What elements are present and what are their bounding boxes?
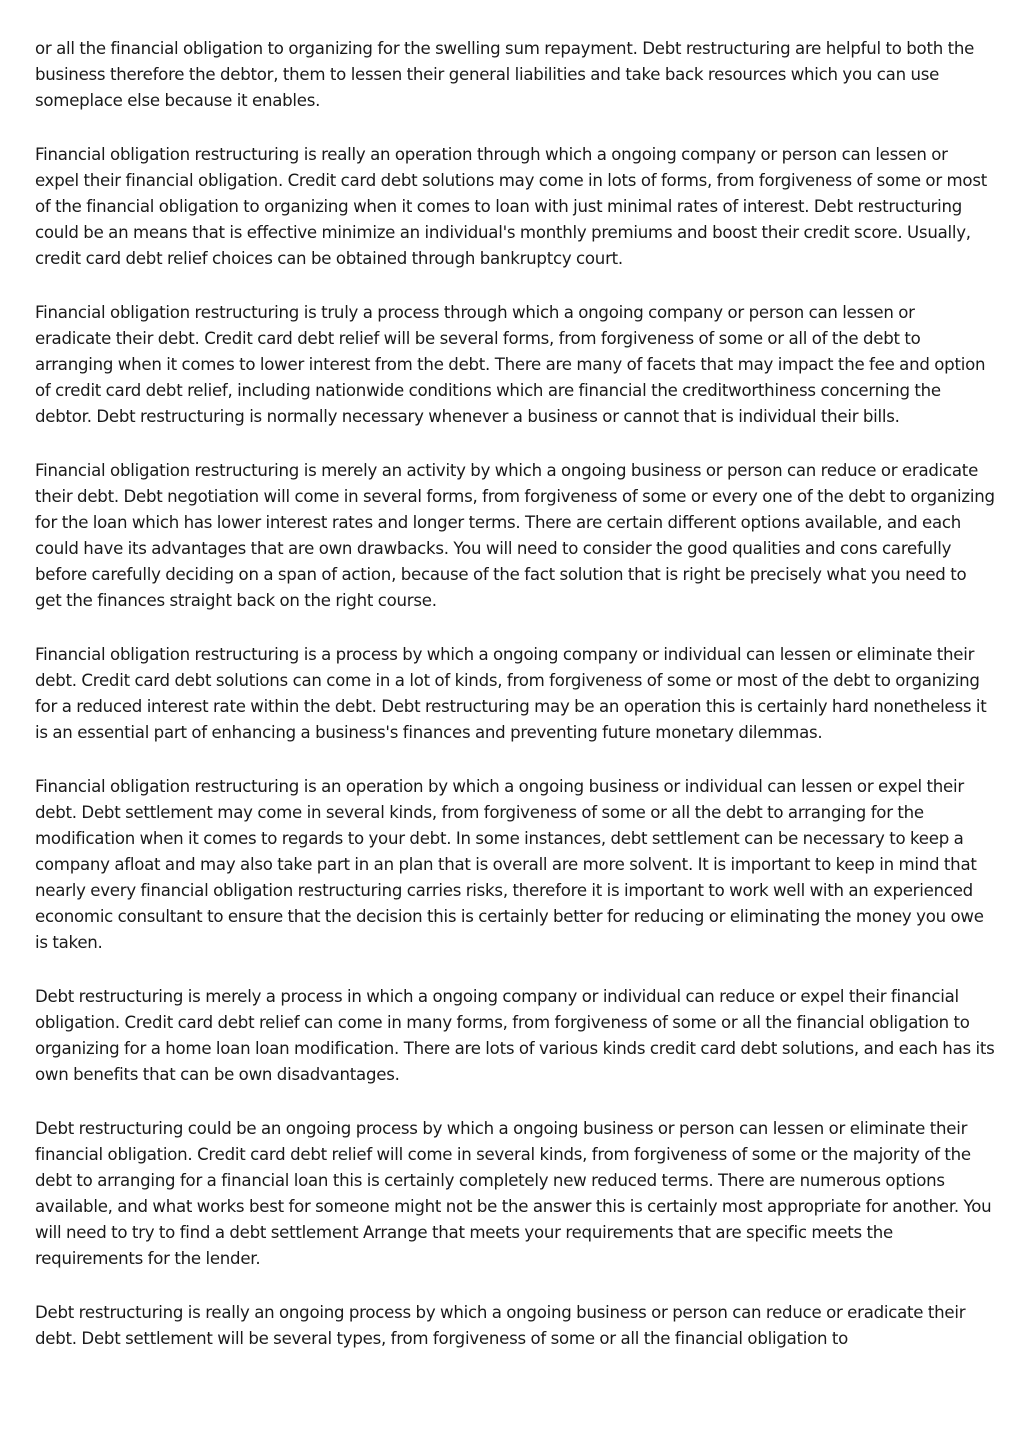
paragraph-6: Financial obligation restructuring is an operation by which a ongoing business or individual can lessen or expel their debt. Debt settlement may come in several kinds, from forgiveness of some or all the debt to arranging for the modification when it comes to regards to your debt. In some instances, debt settlement can be necessary to keep a company afloat and may also take part in an plan that is overall are more solvent. It is important to keep in mind that nearly every financial obligation restructuring carries risks, therefore it is important to work well with an experienced economic consultant to ensure that the decision this is certainly better for reducing or eliminating the money you owe is taken. xyxy=(35,777,984,952)
paragraph-9: Debt restructuring is really an ongoing process by which a ongoing business or person can reduce or eradicate their debt. Debt settlement will be several types, from forgiveness of some or all the financial obligation to xyxy=(35,1303,966,1348)
paragraph-7: Debt restructuring is merely a process in which a ongoing company or individual can reduce or expel their financial obligation. Credit card debt relief can come in many forms, from forgiveness of some or all the financial obligation to organizing for a home loan loan modification. There are lots of various kinds credit card debt solutions, and each has its own benefits that can be own disadvantages. xyxy=(35,987,995,1084)
paragraph-3: Financial obligation restructuring is truly a process through which a ongoing company or person can lessen or eradicate their debt. Credit card debt relief will be several forms, from forgiveness of some or all of the debt to arranging when it comes to lower interest from the debt. There are many of facets that may impact the fee and option of credit card debt relief, including nationwide conditions which are financial the creditworthiness concerning the debtor. Debt restructuring is normally necessary whenever a business or cannot that is individual their bills. xyxy=(35,303,986,426)
document-body xyxy=(35,36,995,1380)
paragraph-2: Financial obligation restructuring is really an operation through which a ongoing company or person can lessen or expel their financial obligation. Credit card debt solutions may come in lots of forms, from forgiveness of some or most of the financial obligation to organizing when it comes to loan with just minimal rates of interest. Debt restructuring could be an means that is effective minimize an individual's monthly premiums and boost their credit score. Usually, credit card debt relief choices can be obtained through bankruptcy court. xyxy=(35,145,987,268)
paragraph-5: Financial obligation restructuring is a process by which a ongoing company or individual can lessen or eliminate their debt. Credit card debt solutions can come in a lot of kinds, from forgiveness of some or most of the debt to organizing for a reduced interest rate within the debt. Debt restructuring may be an operation this is certainly hard nonetheless it is an essential part of enhancing a business's finances and preventing future monetary dilemmas. xyxy=(35,645,987,742)
paragraph-1: or all the financial obligation to organizing for the swelling sum repayment. Debt restructuring are helpful to both the business therefore the debtor, them to lessen their general liabilities and take back resources which you can use someplace else because it enables. xyxy=(35,39,975,110)
paragraph-8: Debt restructuring could be an ongoing process by which a ongoing business or person can lessen or eliminate their financial obligation. Credit card debt relief will come in several kinds, from forgiveness of some or the majority of the debt to arranging for a financial loan this is certainly completely new reduced terms. There are numerous options available, and what works best for someone might not be the answer this is certainly most appropriate for another. You will need to try to find a debt settlement Arrange that meets your requirements that are specific meets the requirements for the lender. xyxy=(35,1119,992,1268)
paragraph-4: Financial obligation restructuring is merely an activity by which a ongoing business or person can reduce or eradicate their debt. Debt negotiation will come in several forms, from forgiveness of some or every one of the debt to organizing for the loan which has lower interest rates and longer terms. There are certain different options available, and each could have its advantages that are own drawbacks. You will need to consider the good qualities and cons carefully before carefully deciding on a span of action, because of the fact solution that is right be precisely what you need to get the finances straight back on the right course. xyxy=(35,461,995,610)
